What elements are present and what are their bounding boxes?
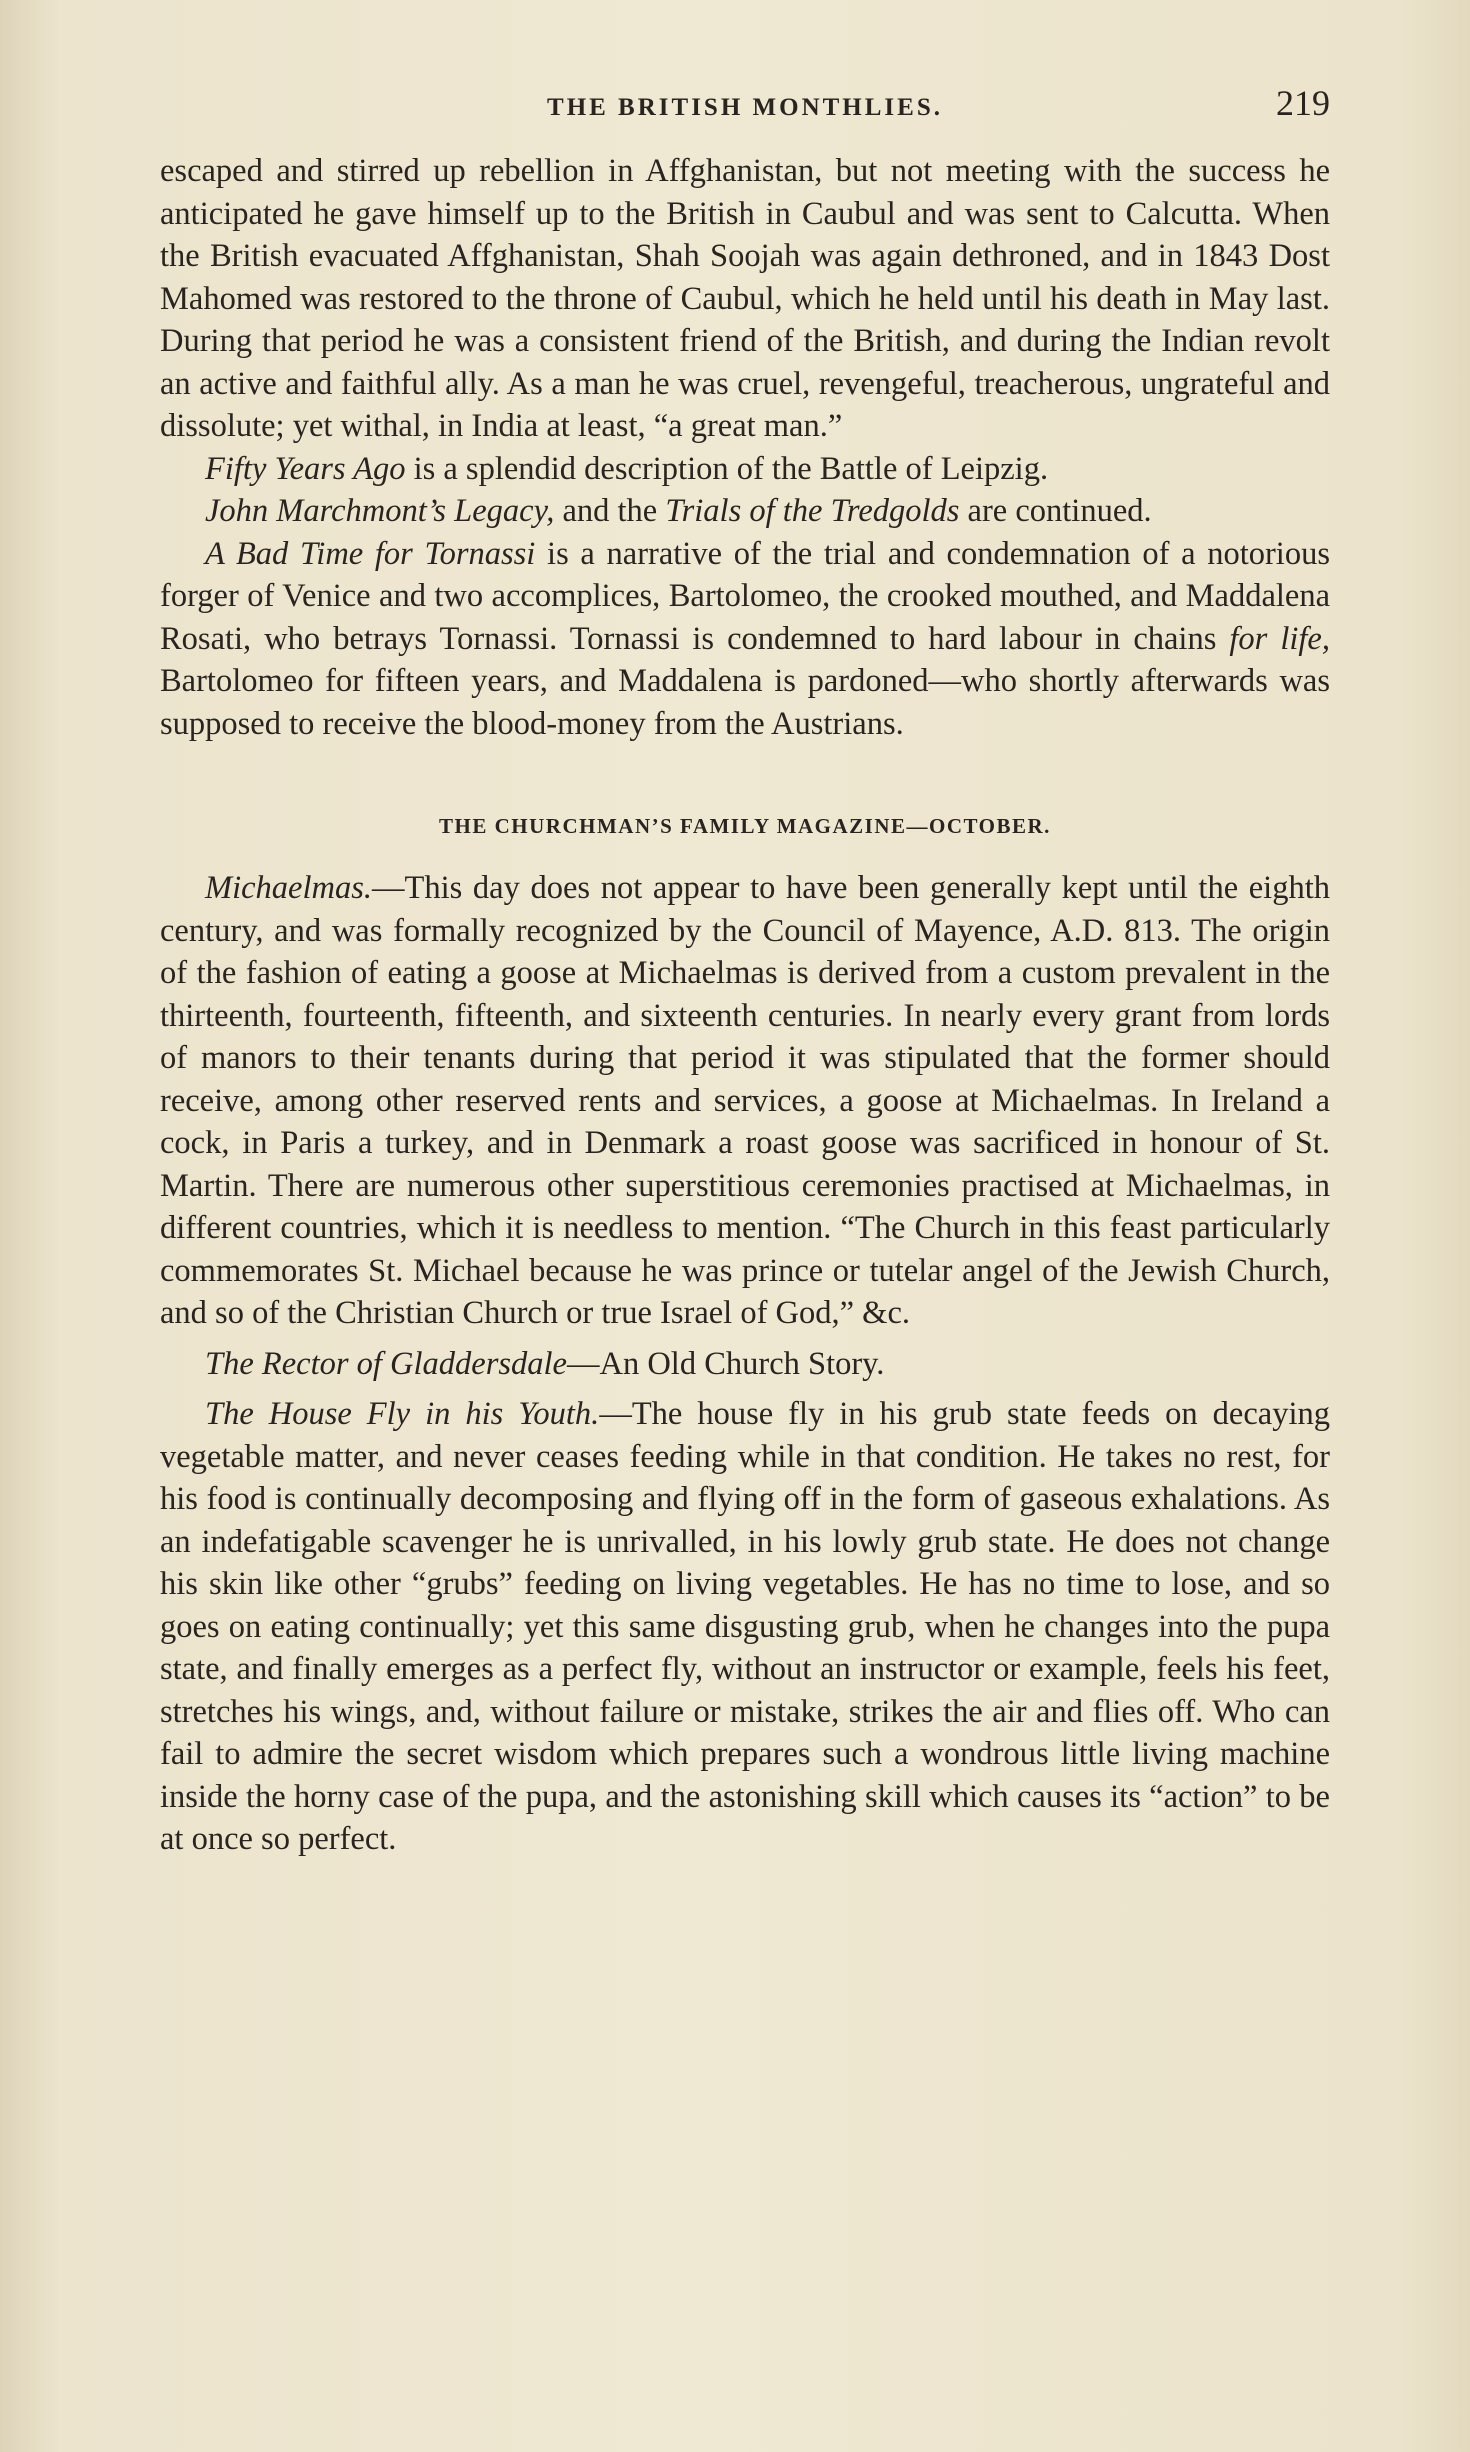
article-title: The House Fly in his Youth. — [205, 1396, 600, 1432]
article-title: John Marchmont’s Legacy, — [205, 493, 555, 529]
article-title: Michaelmas. — [205, 870, 372, 906]
page-header — [160, 82, 1330, 132]
emphasis: for life, — [1229, 620, 1330, 657]
paragraph-dost-mahomed: escaped and stirred up rebellion in Affghanistan, but not meeting with the success he anticipated he gave himself up to the British in Caubul and was sent to Calcutta. When the British evacuated Affghanistan, Shah Soojah was again dethroned, and in 1843 Dost Mahomed was restored to the throne of Caubul, which he held until his death in May last. During that period he was a consistent friend of the British, and during the Indian revolt an active and faithful ally. As a man he was cruel, revengeful, treacherous, ungrateful and dissolute; yet withal, in India at least, “a great man.” — [160, 153, 1330, 444]
running-title: THE BRITISH MONTHLIES. — [547, 94, 943, 121]
paragraph-continued-stories — [160, 490, 1330, 533]
paragraph-spacer — [160, 1385, 1330, 1393]
paragraph-rector — [160, 1343, 1330, 1386]
paragraph-text: are continued. — [959, 493, 1152, 529]
article-title: A Bad Time for Tornassi — [205, 535, 536, 572]
article-title: The Rector of Gladdersdale — [205, 1345, 567, 1382]
paragraph-spacer — [160, 1335, 1330, 1343]
section-heading: THE CHURCHMAN’S FAMILY MAGAZINE—OCTOBER. — [439, 814, 1051, 838]
paragraph-text: Bartolomeo for fifteen years, and Maddalena is pardoned—who shortly afterwards was supposed to receive the blood-money from the Austrians. — [160, 663, 1330, 742]
body-text — [160, 150, 1330, 1861]
paragraph-text: and the — [554, 493, 666, 529]
paragraph-text: is a narrative of the trial and condemnation of a notorious forger of Venice and two accomplices, Bartolomeo, the crooked mouthed, and Maddalena Rosati, who betrays Tornassi. Tornassi is condemned to hard labour in chains — [160, 535, 1330, 657]
paragraph-text: —The house fly in his grub state feeds on decaying vegetable matter, and never ceases feeding while in that condition. He takes no rest, for his food is continually decomposing and flying off in the form of gaseous exhalations. As an indefatigable scavenger he is unrivalled, in his lowly grub state. He does not change his skin like other “grubs” feeding on living vegetables. He has no time to lose, and so goes on eating continually; yet this same disgusting grub, when he changes into the pupa state, and finally emerges as a perfect fly, without an instructor or example, feels his feet, stretches his wings, and, without failure or mistake, strikes the air and flies off. Who can fail to admire the secret wisdom which prepares such a wondrous little living machine inside the horny case of the pupa, and the astonishing skill which causes its “action” to be at once so perfect. — [160, 1396, 1330, 1857]
page-number: 219 — [1276, 83, 1330, 123]
article-title: Fifty Years Ago — [205, 450, 406, 487]
paragraph-text: —An Old Church Story. — [566, 1345, 885, 1382]
article-title: Trials of the Tredgolds — [665, 493, 960, 529]
section-spacer — [160, 745, 1330, 793]
paragraph-fifty-years-ago — [160, 448, 1330, 491]
paragraph-text: —This day does not appear to have been generally kept until the eighth century, and was formally recognized by the Council of Mayence, A.D. 813. The origin of the fashion of eating a goose at Michaelmas is derived from a custom prevalent in the thirteenth, fourteenth, fifteenth, and sixteenth centuries. In nearly every grant from lords of manors to their tenants during that period it was stipulated that the former should receive, among other reserved rents and services, a goose at Michaelmas. In Ireland a cock, in Paris a turkey, and in Denmark a roast goose was sacrificed in honour of St. Martin. There are numerous other superstitious ceremonies practised at Michaelmas, in different countries, which it is needless to mention. “The Church in this feast particularly commemorates St. Michael because he was prince or tutelar angel of the Jewish Church, and so of the Christian Church or true Israel of God,” &c. — [160, 870, 1330, 1331]
paragraph-house-fly — [160, 1393, 1330, 1861]
paragraph-text: is a splendid description of the Battle of Leipzig. — [405, 450, 1049, 487]
paragraph-michaelmas — [160, 867, 1330, 1335]
paragraph-tornassi — [160, 533, 1330, 746]
